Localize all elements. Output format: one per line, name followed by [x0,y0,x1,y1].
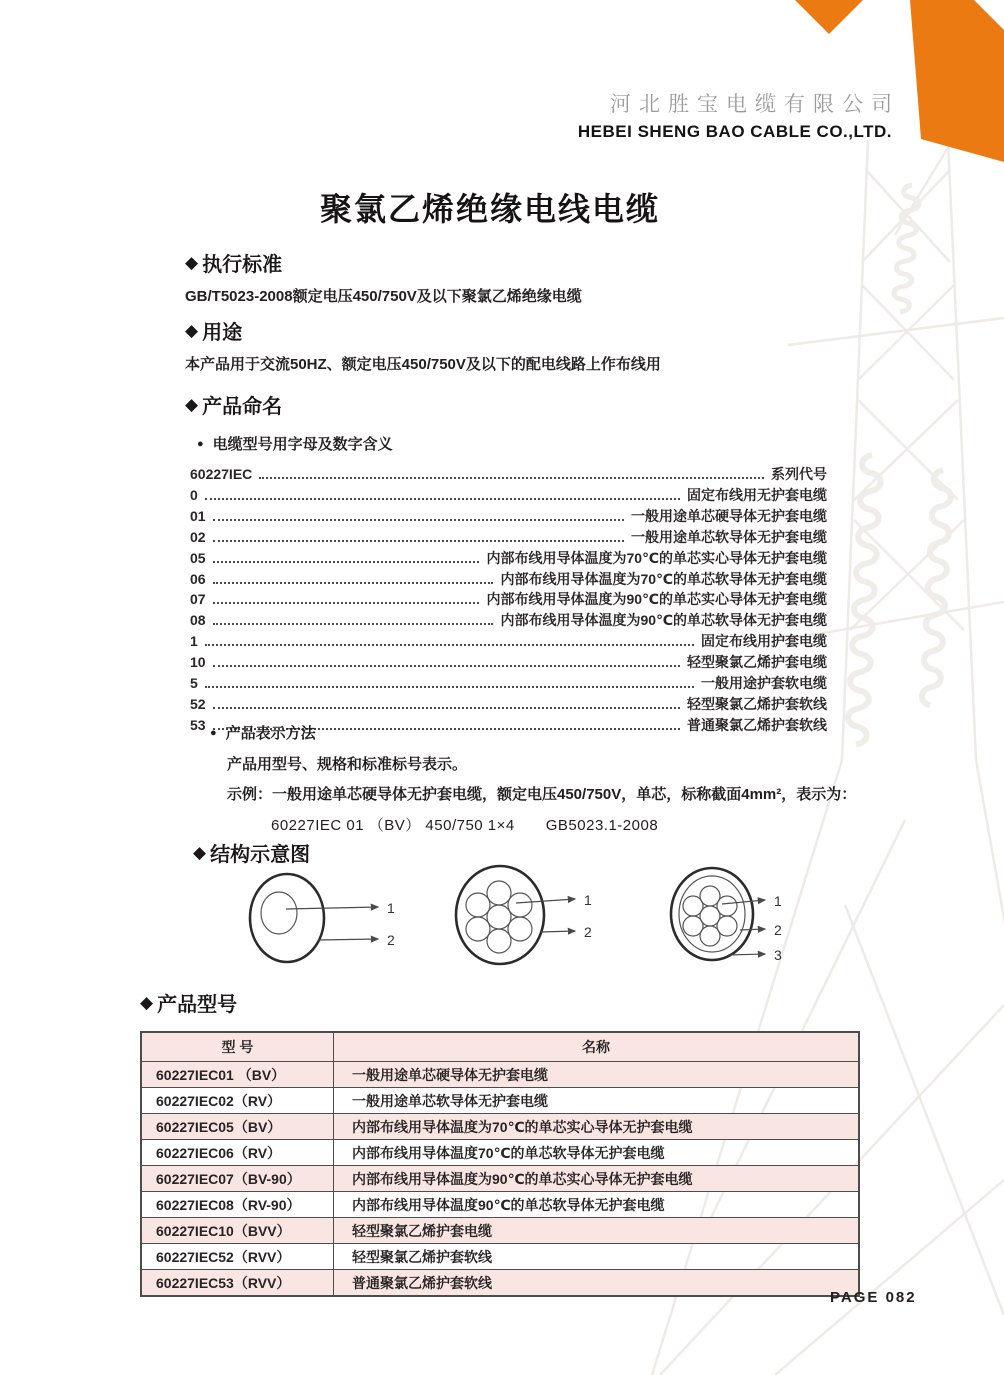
code-meaning: 内部布线用导体温度为90℃的单芯实心导体无护套电缆 [486,591,827,608]
model-cell: 60227IEC10（BVV） [141,1218,334,1244]
table-row [141,1114,859,1140]
method-line2: 示例：一般用途单芯硬导体无护套电缆，额定电压450/750V，单芯，标称截面4mm²，表示为： [227,786,857,803]
table-header-row [141,1032,859,1062]
model-cell: 60227IEC01 （BV） [141,1062,334,1088]
code-row [190,485,827,506]
code-row [190,631,827,652]
section-usage [185,316,661,374]
method-line3: 60227IEC 01 （BV） 450/750 1×4 GB5023.1-2008 [271,817,659,834]
section-models [140,988,860,1297]
section-standard [185,248,582,306]
table-row [141,1244,859,1270]
code-meaning: 内部布线用导体温度为70℃的单芯软导体无护套电缆 [500,570,827,587]
section-naming-heading: 产品命名 [202,396,283,418]
code-value: 08 [190,612,206,629]
diagram-stranded-core-sheathed [671,868,782,963]
dotted-leader [205,686,694,688]
diagram-single-solid-core [250,874,395,962]
code-value: 0 [190,486,198,503]
model-cell: 60227IEC52（RVV） [141,1244,334,1270]
code-meaning: 普通聚氯乙烯护套软线 [687,716,827,733]
section-usage-heading: 用途 [202,322,243,344]
name-cell: 轻型聚氯乙烯护套电缆 [334,1218,860,1244]
section-models-heading: 产品型号 [157,994,238,1016]
table-row [141,1088,859,1114]
code-value: 1 [190,633,198,650]
svg-text:2: 2 [774,922,782,938]
code-value: 53 [190,716,206,733]
code-meaning: 一般用途单芯软导体无护套电缆 [631,528,827,545]
code-row [190,569,827,590]
diamond-icon: ◆ [193,842,207,862]
dotted-leader [259,477,764,479]
section-standard-body: GB/T5023-2008额定电压450/750V及以下聚氯乙烯绝缘电缆 [185,288,582,305]
code-value: 5 [190,675,198,692]
name-cell: 轻型聚氯乙烯护套软线 [334,1244,860,1270]
table-row [141,1270,859,1297]
company-name-cn: 河北胜宝电缆有限公司 [610,93,900,116]
ribbon-band [910,0,1004,162]
name-cell: 一般用途单芯软导体无护套电缆 [334,1088,860,1114]
naming-bullet-label: 电缆型号用字母及数字含义 [212,436,393,453]
code-value: 52 [190,695,206,712]
model-cell: 60227IEC02（RV） [141,1088,334,1114]
model-cell: 60227IEC05（BV） [141,1114,334,1140]
code-row [190,506,827,527]
dotted-leader [213,540,624,542]
section-usage-body: 本产品用于交流50HZ、额定电压450/750V及以下的配电线路上作布线用 [185,356,661,373]
method-label: 产品表示方法 [225,725,316,742]
svg-text:3: 3 [774,947,782,963]
section-method [210,708,870,835]
code-value: 01 [190,507,206,524]
bullet-icon: ● [197,437,204,450]
dotted-leader [213,561,480,563]
diamond-icon: ◆ [185,394,199,414]
code-row [190,652,827,673]
code-row [190,610,827,631]
table-row [141,1140,859,1166]
code-meaning: 系列代号 [771,466,827,482]
page-title: 聚氯乙烯绝缘电线电缆 [319,191,660,227]
svg-text:1: 1 [387,900,395,916]
svg-text:1: 1 [774,893,782,909]
bullet-icon: ● [210,726,217,739]
method-line1: 产品用型号、规格和标准标号表示。 [227,756,468,773]
code-meaning: 内部布线用导体温度为90℃的单芯软导体无护套电缆 [500,612,827,629]
code-meaning: 固定布线用无护套电缆 [687,486,827,503]
name-cell: 普通聚氯乙烯护套软线 [334,1270,860,1297]
diamond-icon: ◆ [140,992,154,1012]
section-naming [185,390,825,736]
code-meaning: 轻型聚氯乙烯护套软线 [687,695,827,712]
dotted-leader [213,519,624,521]
code-row [190,548,827,569]
code-meaning: 固定布线用护套电缆 [701,633,827,650]
cable-cross-section-diagrams [225,862,805,970]
code-value: 05 [190,549,206,566]
name-cell: 内部布线用导体温度为90℃的单芯实心导体无护套电缆 [334,1166,860,1192]
col-header-name: 名称 [334,1032,860,1062]
section-structure-heading: 结构示意图 [210,844,311,866]
code-meaning: 内部布线用导体温度为70℃的单芯实心导体无护套电缆 [486,549,827,566]
code-value: 02 [190,528,206,545]
ribbon-triangle [795,0,863,34]
code-row [190,673,827,694]
company-name-en: HEBEI SHENG BAO CABLE CO.,LTD. [577,122,892,141]
code-value: 07 [190,591,206,608]
code-meaning: 一般用途单芯硬导体无护套电缆 [631,507,827,524]
dotted-leader [213,623,494,625]
code-meaning-list [190,464,827,736]
name-cell: 内部布线用导体温度90℃的单芯软导体无护套电缆 [334,1192,860,1218]
code-row [190,464,827,485]
code-value: 06 [190,570,206,587]
model-cell: 60227IEC06（RV） [141,1140,334,1166]
svg-text:2: 2 [584,924,592,940]
company-header [577,88,900,142]
model-cell: 60227IEC53（RVV） [141,1270,334,1297]
dotted-leader [213,665,680,667]
product-models-table [140,1031,860,1297]
name-cell: 一般用途单芯硬导体无护套电缆 [334,1062,860,1088]
name-cell: 内部布线用导体温度70℃的单芯软导体无护套电缆 [334,1140,860,1166]
model-cell: 60227IEC08（RV-90） [141,1192,334,1218]
diamond-icon: ◆ [185,320,199,340]
dotted-leader [205,644,694,646]
section-standard-heading: 执行标准 [202,254,283,276]
code-row [190,589,827,610]
svg-text:2: 2 [387,932,395,948]
code-row [190,527,827,548]
code-value: 60227IEC [190,466,253,482]
col-header-model: 型 号 [141,1032,334,1062]
dotted-leader [205,498,680,500]
code-meaning: 一般用途护套软电缆 [701,675,827,692]
code-value: 10 [190,654,206,671]
table-row [141,1218,859,1244]
diamond-icon: ◆ [185,252,199,272]
insulator-coil [922,470,951,705]
name-cell: 内部布线用导体温度为70℃的单芯实心导体无护套电缆 [334,1114,860,1140]
code-meaning: 轻型聚氯乙烯护套电缆 [687,654,827,671]
model-cell: 60227IEC07（BV-90） [141,1166,334,1192]
table-row [141,1062,859,1088]
dotted-leader [213,602,480,604]
diagram-stranded-core [456,866,592,964]
svg-text:1: 1 [584,892,592,908]
page-number: PAGE 082 [830,1289,917,1306]
table-row [141,1192,859,1218]
dotted-leader [213,582,494,584]
table-row [141,1166,859,1192]
